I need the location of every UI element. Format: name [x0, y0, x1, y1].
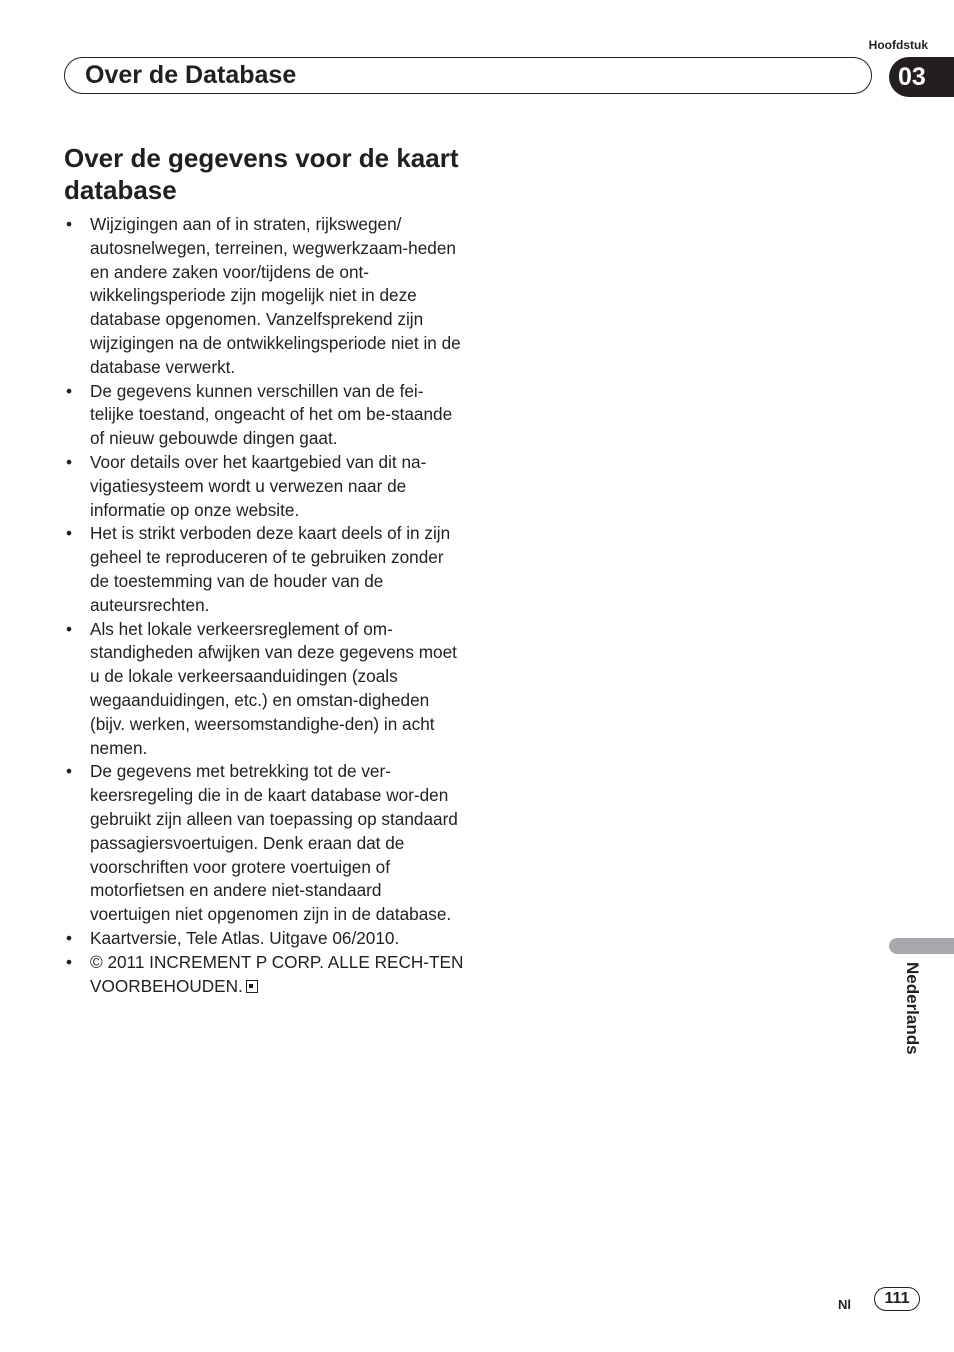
list-item-text: Kaartversie, Tele Atlas. Uitgave 06/2010. [90, 927, 400, 948]
bullet-marker: • [66, 761, 73, 782]
list-item-text: De gegevens kunnen verschillen van de fei-telijke toestand, ongeacht of het om be-staande of nieuw gebouwde dingen gaat. [90, 380, 453, 449]
bullet-marker: • [66, 451, 73, 472]
list-item-text: Wijzigingen aan of in straten, rijkswegen/ autosnelwegen, terreinen, wegwerkzaam-heden en andere zaken voor/tijdens de ont-wikkelingsperiode zijn mogelijk niet in deze database opgenomen. Vanzelfsprekend zijn wijzigingen na de ontwikkelingsperiode niet in de database verwerkt. [90, 214, 461, 377]
list-item-text: De gegevens met betrekking tot de ver-keersregeling die in de kaart database wor-den gebruikt zijn alleen van toepassing op standaard passagiersvoertuigen. Denk eraan dat de voorschriften voor grotere voertuigen of motorfietsen en andere niet-standaard voertuigen niet opgenomen zijn in de database. [90, 761, 458, 925]
bullet-marker: • [66, 927, 73, 948]
list-item [64, 618, 464, 761]
bullet-marker: • [66, 618, 73, 639]
list-item [64, 522, 464, 617]
list-item [64, 213, 464, 380]
list-item-text: Voor details over het kaartgebied van dit na-vigatiesysteem wordt u verwezen naar de informatie op onze website. [90, 451, 427, 520]
list-item [64, 380, 464, 451]
list-item-text: © 2011 INCREMENT P CORP. ALLE RECH-TEN VOORBEHOUDEN. [90, 951, 464, 996]
bullet-list [64, 213, 464, 998]
language-label: Nederlands [903, 962, 922, 1055]
bullet-marker: • [66, 523, 73, 544]
page-heading: Over de gegevens voor de kaart database [64, 143, 459, 205]
chapter-number-badge: 03 [889, 57, 954, 97]
footer-language-code: Nl [838, 1297, 851, 1312]
bullet-marker: • [66, 380, 73, 401]
page-number: 111 [874, 1287, 920, 1311]
list-item-text: Als het lokale verkeersreglement of om-standigheden afwijken van deze gegevens moet u de lokale verkeersaanduidingen (zoals wegaanduidingen, etc.) en omstan-digheden (bijv. werken, weersomstandighe-den) in acht nemen. [90, 618, 457, 758]
bullet-marker: • [66, 951, 73, 972]
chapter-label: Hoofdstuk [868, 38, 928, 52]
section-header-bar [64, 57, 872, 94]
section-title: Over de Database [85, 61, 297, 89]
list-item-text: Het is strikt verboden deze kaart deels of in zijn geheel te reproduceren of te gebruiken zonder de toestemming van de houder van de auteursrechten. [90, 523, 451, 615]
list-item [64, 760, 464, 927]
bullet-marker: • [66, 214, 73, 234]
list-item [64, 451, 464, 522]
list-item [64, 951, 464, 999]
end-of-section-icon [246, 980, 258, 993]
language-tab [889, 938, 954, 954]
list-item [64, 927, 464, 951]
